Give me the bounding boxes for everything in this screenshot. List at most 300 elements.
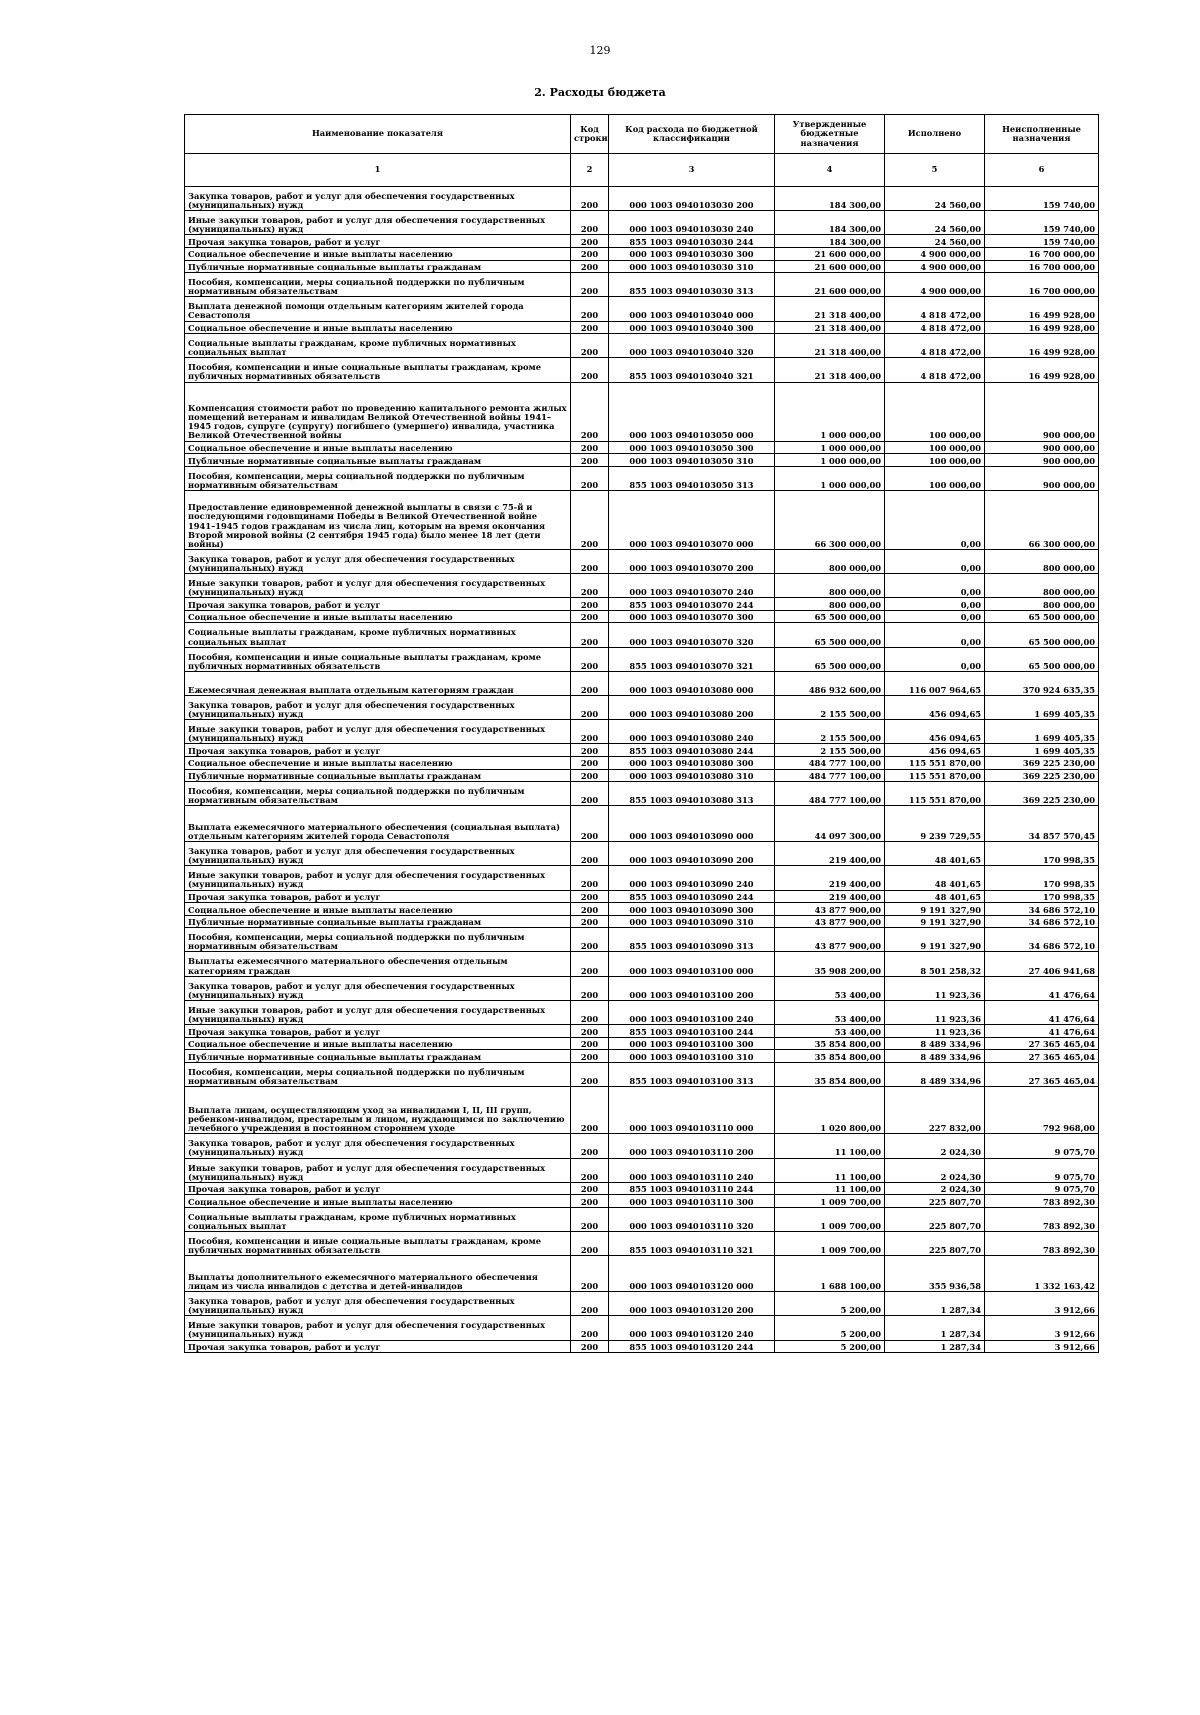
row-approved: 43 877 900,00 — [775, 903, 885, 916]
row-budget-code: 000 1003 0940103080 000 — [609, 671, 775, 695]
row-name: Пособия, компенсации и иные социальные выплаты гражданам, кроме публичных нормативных обязательств — [185, 647, 571, 671]
row-line-code: 200 — [571, 297, 609, 321]
row-line-code: 200 — [571, 623, 609, 647]
row-executed: 0,00 — [885, 549, 985, 573]
row-unexecuted: 1 699 405,35 — [985, 744, 1099, 757]
column-number: 2 — [571, 154, 609, 187]
row-approved: 53 400,00 — [775, 976, 885, 1000]
table-row — [185, 1025, 1099, 1038]
row-budget-code: 000 1003 0940103030 310 — [609, 260, 775, 273]
table-row — [185, 1050, 1099, 1063]
column-number: 3 — [609, 154, 775, 187]
row-approved: 65 500 000,00 — [775, 610, 885, 623]
row-unexecuted: 9 075,70 — [985, 1182, 1099, 1195]
row-approved: 21 600 000,00 — [775, 260, 885, 273]
row-approved: 2 155 500,00 — [775, 744, 885, 757]
row-line-code: 200 — [571, 1037, 609, 1050]
row-budget-code: 000 1003 0940103070 200 — [609, 549, 775, 573]
row-unexecuted: 159 740,00 — [985, 187, 1099, 211]
row-name: Прочая закупка товаров, работ и услуг — [185, 598, 571, 611]
row-budget-code: 000 1003 0940103110 000 — [609, 1087, 775, 1134]
table-row — [185, 358, 1099, 382]
row-line-code: 200 — [571, 598, 609, 611]
row-budget-code: 000 1003 0940103110 200 — [609, 1134, 775, 1158]
row-unexecuted: 900 000,00 — [985, 454, 1099, 467]
row-unexecuted: 34 686 572,10 — [985, 915, 1099, 928]
row-name: Иные закупки товаров, работ и услуг для обеспечения государственных (муниципальных) нужд — [185, 720, 571, 744]
row-approved: 21 600 000,00 — [775, 273, 885, 297]
row-name: Пособия, компенсации, меры социальной поддержки по публичным нормативным обязательствам — [185, 928, 571, 952]
row-budget-code: 855 1003 0940103040 321 — [609, 358, 775, 382]
row-approved: 35 854 800,00 — [775, 1037, 885, 1050]
row-executed: 225 807,70 — [885, 1195, 985, 1208]
row-approved: 1 000 000,00 — [775, 441, 885, 454]
table-row — [185, 211, 1099, 235]
table-row — [185, 382, 1099, 441]
row-approved: 800 000,00 — [775, 549, 885, 573]
row-unexecuted: 27 406 941,68 — [985, 952, 1099, 976]
row-budget-code: 000 1003 0940103110 320 — [609, 1207, 775, 1231]
row-executed: 456 094,65 — [885, 696, 985, 720]
row-executed: 24 560,00 — [885, 211, 985, 235]
row-budget-code: 000 1003 0940103040 320 — [609, 334, 775, 358]
row-executed: 0,00 — [885, 647, 985, 671]
row-approved: 21 600 000,00 — [775, 247, 885, 260]
row-budget-code: 855 1003 0940103120 244 — [609, 1340, 775, 1353]
table-row — [185, 647, 1099, 671]
row-unexecuted: 1 699 405,35 — [985, 696, 1099, 720]
row-budget-code: 855 1003 0940103100 244 — [609, 1025, 775, 1038]
row-name: Социальные выплаты гражданам, кроме публичных нормативных социальных выплат — [185, 623, 571, 647]
row-approved: 1 000 000,00 — [775, 454, 885, 467]
row-line-code: 200 — [571, 454, 609, 467]
row-approved: 11 100,00 — [775, 1182, 885, 1195]
table-row — [185, 1134, 1099, 1158]
row-unexecuted: 16 499 928,00 — [985, 334, 1099, 358]
row-unexecuted: 159 740,00 — [985, 211, 1099, 235]
row-unexecuted: 65 500 000,00 — [985, 610, 1099, 623]
row-executed: 2 024,30 — [885, 1182, 985, 1195]
row-line-code: 200 — [571, 806, 609, 842]
table-row — [185, 1158, 1099, 1182]
row-executed: 9 191 327,90 — [885, 903, 985, 916]
row-line-code: 200 — [571, 928, 609, 952]
row-name: Закупка товаров, работ и услуг для обеспечения государственных (муниципальных) нужд — [185, 842, 571, 866]
row-approved: 5 200,00 — [775, 1340, 885, 1353]
table-row — [185, 696, 1099, 720]
row-executed: 355 936,58 — [885, 1256, 985, 1292]
column-number: 4 — [775, 154, 885, 187]
budget-expenses-table — [184, 114, 1099, 1353]
row-name: Социальное обеспечение и иные выплаты населению — [185, 1037, 571, 1050]
row-line-code: 200 — [571, 1050, 609, 1063]
row-line-code: 200 — [571, 211, 609, 235]
row-name: Выплата лицам, осуществляющим уход за инвалидами I, II, III групп, ребенком-инвалидом, престарелым и лицом, нуждающимся по заключению лечебного учреждения в постоянном стороннем уходе — [185, 1087, 571, 1134]
row-line-code: 200 — [571, 890, 609, 903]
row-line-code: 200 — [571, 441, 609, 454]
row-executed: 4 900 000,00 — [885, 260, 985, 273]
row-unexecuted: 3 912,66 — [985, 1292, 1099, 1316]
row-line-code: 200 — [571, 247, 609, 260]
table-row — [185, 1292, 1099, 1316]
row-budget-code: 000 1003 0940103070 300 — [609, 610, 775, 623]
row-name: Закупка товаров, работ и услуг для обеспечения государственных (муниципальных) нужд — [185, 187, 571, 211]
row-executed: 0,00 — [885, 610, 985, 623]
row-name: Пособия, компенсации, меры социальной поддержки по публичным нормативным обязательствам — [185, 1062, 571, 1086]
row-line-code: 200 — [571, 235, 609, 248]
table-row — [185, 1195, 1099, 1208]
row-unexecuted: 41 476,64 — [985, 976, 1099, 1000]
row-name: Компенсация стоимости работ по проведению капитального ремонта жилых помещений ветеранам и инвалидам Великой Отечественной войны 1941–1945 годов, супруге (супругу) погибшего (умершего) инвалида, участника Великой Отечественной войны — [185, 382, 571, 441]
row-unexecuted: 16 499 928,00 — [985, 358, 1099, 382]
row-approved: 5 200,00 — [775, 1292, 885, 1316]
row-executed: 2 024,30 — [885, 1158, 985, 1182]
row-line-code: 200 — [571, 1340, 609, 1353]
row-line-code: 200 — [571, 321, 609, 334]
table-row — [185, 720, 1099, 744]
row-line-code: 200 — [571, 610, 609, 623]
row-line-code: 200 — [571, 382, 609, 441]
row-budget-code: 000 1003 0940103100 300 — [609, 1037, 775, 1050]
row-line-code: 200 — [571, 647, 609, 671]
row-executed: 8 489 334,96 — [885, 1050, 985, 1063]
row-approved: 219 400,00 — [775, 866, 885, 890]
row-line-code: 200 — [571, 976, 609, 1000]
row-unexecuted: 16 499 928,00 — [985, 321, 1099, 334]
table-row — [185, 1207, 1099, 1231]
row-approved: 219 400,00 — [775, 890, 885, 903]
row-approved: 11 100,00 — [775, 1134, 885, 1158]
row-budget-code: 000 1003 0940103050 310 — [609, 454, 775, 467]
row-executed: 115 551 870,00 — [885, 782, 985, 806]
row-name: Иные закупки товаров, работ и услуг для обеспечения государственных (муниципальных) нужд — [185, 1316, 571, 1340]
table-row — [185, 598, 1099, 611]
row-executed: 1 287,34 — [885, 1292, 985, 1316]
row-executed: 225 807,70 — [885, 1207, 985, 1231]
row-name: Закупка товаров, работ и услуг для обеспечения государственных (муниципальных) нужд — [185, 1134, 571, 1158]
row-unexecuted: 34 857 570,45 — [985, 806, 1099, 842]
row-line-code: 200 — [571, 842, 609, 866]
row-unexecuted: 369 225 230,00 — [985, 769, 1099, 782]
row-approved: 484 777 100,00 — [775, 782, 885, 806]
row-executed: 11 923,36 — [885, 1025, 985, 1038]
table-row — [185, 1062, 1099, 1086]
row-unexecuted: 800 000,00 — [985, 598, 1099, 611]
row-line-code: 200 — [571, 1087, 609, 1134]
row-line-code: 200 — [571, 1000, 609, 1024]
table-row — [185, 334, 1099, 358]
row-name: Закупка товаров, работ и услуг для обеспечения государственных (муниципальных) нужд — [185, 549, 571, 573]
row-budget-code: 000 1003 0940103030 240 — [609, 211, 775, 235]
row-name: Выплата ежемесячного материального обеспечения (социальная выплата) отдельным категориям жителей города Севастополя — [185, 806, 571, 842]
row-approved: 65 500 000,00 — [775, 647, 885, 671]
row-approved: 53 400,00 — [775, 1025, 885, 1038]
row-unexecuted: 27 365 465,04 — [985, 1037, 1099, 1050]
table-row — [185, 915, 1099, 928]
row-name: Публичные нормативные социальные выплаты гражданам — [185, 1050, 571, 1063]
row-executed: 227 832,00 — [885, 1087, 985, 1134]
row-name: Пособия, компенсации, меры социальной поддержки по публичным нормативным обязательствам — [185, 466, 571, 490]
row-line-code: 200 — [571, 720, 609, 744]
row-approved: 65 500 000,00 — [775, 623, 885, 647]
row-budget-code: 000 1003 0940103070 000 — [609, 490, 775, 549]
row-executed: 8 501 258,32 — [885, 952, 985, 976]
row-budget-code: 855 1003 0940103080 313 — [609, 782, 775, 806]
row-approved: 66 300 000,00 — [775, 490, 885, 549]
row-name: Прочая закупка товаров, работ и услуг — [185, 1340, 571, 1353]
row-name: Ежемесячная денежная выплата отдельным категориям граждан — [185, 671, 571, 695]
row-budget-code: 000 1003 0940103120 200 — [609, 1292, 775, 1316]
row-budget-code: 000 1003 0940103030 300 — [609, 247, 775, 260]
row-name: Выплата денежной помощи отдельным категориям жителей города Севастополя — [185, 297, 571, 321]
row-executed: 4 900 000,00 — [885, 273, 985, 297]
row-name: Выплаты ежемесячного материального обеспечения отдельным категориям граждан — [185, 952, 571, 976]
row-name: Социальное обеспечение и иные выплаты населению — [185, 321, 571, 334]
column-number: 1 — [185, 154, 571, 187]
row-approved: 53 400,00 — [775, 1000, 885, 1024]
table-row — [185, 1232, 1099, 1256]
row-executed: 100 000,00 — [885, 466, 985, 490]
row-executed: 456 094,65 — [885, 744, 985, 757]
row-executed: 4 818 472,00 — [885, 297, 985, 321]
row-approved: 1 009 700,00 — [775, 1232, 885, 1256]
row-executed: 4 818 472,00 — [885, 358, 985, 382]
row-unexecuted: 792 968,00 — [985, 1087, 1099, 1134]
header-line-code: Код строки — [571, 115, 609, 154]
row-budget-code: 000 1003 0940103080 240 — [609, 720, 775, 744]
row-budget-code: 000 1003 0940103090 200 — [609, 842, 775, 866]
table-row — [185, 1087, 1099, 1134]
row-budget-code: 000 1003 0940103120 000 — [609, 1256, 775, 1292]
table-row — [185, 623, 1099, 647]
row-line-code: 200 — [571, 334, 609, 358]
row-budget-code: 000 1003 0940103050 000 — [609, 382, 775, 441]
row-approved: 1 688 100,00 — [775, 1256, 885, 1292]
row-line-code: 200 — [571, 903, 609, 916]
row-approved: 43 877 900,00 — [775, 928, 885, 952]
row-unexecuted: 369 225 230,00 — [985, 756, 1099, 769]
table-row — [185, 671, 1099, 695]
row-approved: 21 318 400,00 — [775, 321, 885, 334]
row-executed: 115 551 870,00 — [885, 756, 985, 769]
row-name: Закупка товаров, работ и услуг для обеспечения государственных (муниципальных) нужд — [185, 696, 571, 720]
row-executed: 0,00 — [885, 598, 985, 611]
row-executed: 48 401,65 — [885, 866, 985, 890]
row-unexecuted: 800 000,00 — [985, 549, 1099, 573]
row-unexecuted: 369 225 230,00 — [985, 782, 1099, 806]
table-row — [185, 1316, 1099, 1340]
row-budget-code: 000 1003 0940103030 200 — [609, 187, 775, 211]
row-executed: 11 923,36 — [885, 976, 985, 1000]
row-unexecuted: 66 300 000,00 — [985, 490, 1099, 549]
row-line-code: 200 — [571, 671, 609, 695]
row-name: Социальное обеспечение и иные выплаты населению — [185, 1195, 571, 1208]
table-row — [185, 441, 1099, 454]
row-executed: 1 287,34 — [885, 1340, 985, 1353]
row-executed: 4 818 472,00 — [885, 321, 985, 334]
column-number: 5 — [885, 154, 985, 187]
header-row — [185, 115, 1099, 154]
row-name: Социальное обеспечение и иные выплаты населению — [185, 903, 571, 916]
row-name: Публичные нормативные социальные выплаты гражданам — [185, 260, 571, 273]
row-approved: 184 300,00 — [775, 235, 885, 248]
row-unexecuted: 16 700 000,00 — [985, 273, 1099, 297]
header-executed: Исполнено — [885, 115, 985, 154]
section-title: 2. Расходы бюджета — [534, 86, 666, 99]
row-name: Пособия, компенсации и иные социальные выплаты гражданам, кроме публичных нормативных обязательств — [185, 1232, 571, 1256]
table-row — [185, 952, 1099, 976]
row-approved: 1 009 700,00 — [775, 1207, 885, 1231]
row-approved: 800 000,00 — [775, 598, 885, 611]
row-budget-code: 000 1003 0940103040 000 — [609, 297, 775, 321]
row-unexecuted: 370 924 635,35 — [985, 671, 1099, 695]
row-unexecuted: 170 998,35 — [985, 890, 1099, 903]
row-executed: 100 000,00 — [885, 382, 985, 441]
table-row — [185, 466, 1099, 490]
row-approved: 184 300,00 — [775, 211, 885, 235]
row-name: Прочая закупка товаров, работ и услуг — [185, 235, 571, 248]
row-line-code: 200 — [571, 915, 609, 928]
row-approved: 484 777 100,00 — [775, 769, 885, 782]
row-approved: 1 020 800,00 — [775, 1087, 885, 1134]
row-approved: 219 400,00 — [775, 842, 885, 866]
header-budget-code: Код расхода по бюджетной классификации — [609, 115, 775, 154]
row-budget-code: 855 1003 0940103090 244 — [609, 890, 775, 903]
table-row — [185, 842, 1099, 866]
row-budget-code: 000 1003 0940103070 320 — [609, 623, 775, 647]
row-budget-code: 855 1003 0940103050 313 — [609, 466, 775, 490]
table-row — [185, 1182, 1099, 1195]
page-number: 129 — [589, 44, 611, 57]
row-line-code: 200 — [571, 574, 609, 598]
row-line-code: 200 — [571, 1256, 609, 1292]
row-name: Социальное обеспечение и иные выплаты населению — [185, 756, 571, 769]
row-budget-code: 000 1003 0940103070 240 — [609, 574, 775, 598]
row-unexecuted: 783 892,30 — [985, 1232, 1099, 1256]
row-approved: 11 100,00 — [775, 1158, 885, 1182]
row-executed: 100 000,00 — [885, 454, 985, 467]
table-row — [185, 490, 1099, 549]
row-unexecuted: 159 740,00 — [985, 235, 1099, 248]
row-executed: 115 551 870,00 — [885, 769, 985, 782]
table-row — [185, 297, 1099, 321]
row-unexecuted: 65 500 000,00 — [985, 647, 1099, 671]
table-row — [185, 1037, 1099, 1050]
row-executed: 2 024,30 — [885, 1134, 985, 1158]
row-executed: 24 560,00 — [885, 235, 985, 248]
row-budget-code: 000 1003 0940103110 300 — [609, 1195, 775, 1208]
row-name: Иные закупки товаров, работ и услуг для обеспечения государственных (муниципальных) нужд — [185, 1158, 571, 1182]
column-number: 6 — [985, 154, 1099, 187]
table-row — [185, 235, 1099, 248]
row-budget-code: 855 1003 0940103030 313 — [609, 273, 775, 297]
table-row — [185, 1340, 1099, 1353]
row-line-code: 200 — [571, 1316, 609, 1340]
table-row — [185, 928, 1099, 952]
table-row — [185, 866, 1099, 890]
row-name: Публичные нормативные социальные выплаты гражданам — [185, 454, 571, 467]
row-approved: 21 318 400,00 — [775, 334, 885, 358]
row-unexecuted: 65 500 000,00 — [985, 623, 1099, 647]
row-approved: 21 318 400,00 — [775, 297, 885, 321]
row-unexecuted: 900 000,00 — [985, 466, 1099, 490]
row-budget-code: 000 1003 0940103110 240 — [609, 1158, 775, 1182]
row-budget-code: 000 1003 0940103040 300 — [609, 321, 775, 334]
row-executed: 9 239 729,55 — [885, 806, 985, 842]
row-executed: 4 818 472,00 — [885, 334, 985, 358]
row-line-code: 200 — [571, 1062, 609, 1086]
table-row — [185, 976, 1099, 1000]
row-approved: 2 155 500,00 — [775, 720, 885, 744]
row-name: Выплаты дополнительного ежемесячного материального обеспечения лицам из числа инвалидов с детства и детей-инвалидов — [185, 1256, 571, 1292]
table-row — [185, 756, 1099, 769]
table-row — [185, 574, 1099, 598]
table-row — [185, 782, 1099, 806]
row-unexecuted: 783 892,30 — [985, 1195, 1099, 1208]
row-name: Закупка товаров, работ и услуг для обеспечения государственных (муниципальных) нужд — [185, 976, 571, 1000]
table-row — [185, 806, 1099, 842]
row-line-code: 200 — [571, 782, 609, 806]
row-name: Прочая закупка товаров, работ и услуг — [185, 744, 571, 757]
header-unexecuted: Неисполненные назначения — [985, 115, 1099, 154]
row-line-code: 200 — [571, 1025, 609, 1038]
table-row — [185, 549, 1099, 573]
table-row — [185, 321, 1099, 334]
row-name: Прочая закупка товаров, работ и услуг — [185, 1182, 571, 1195]
row-unexecuted: 3 912,66 — [985, 1316, 1099, 1340]
row-name: Иные закупки товаров, работ и услуг для обеспечения государственных (муниципальных) нужд — [185, 211, 571, 235]
row-name: Закупка товаров, работ и услуг для обеспечения государственных (муниципальных) нужд — [185, 1292, 571, 1316]
row-name: Иные закупки товаров, работ и услуг для обеспечения государственных (муниципальных) нужд — [185, 1000, 571, 1024]
row-name: Социальное обеспечение и иные выплаты населению — [185, 610, 571, 623]
row-unexecuted: 16 700 000,00 — [985, 247, 1099, 260]
row-line-code: 200 — [571, 1207, 609, 1231]
row-executed: 225 807,70 — [885, 1232, 985, 1256]
row-unexecuted: 27 365 465,04 — [985, 1062, 1099, 1086]
header-indicator-name: Наименование показателя — [185, 115, 571, 154]
row-line-code: 200 — [571, 358, 609, 382]
row-unexecuted: 170 998,35 — [985, 866, 1099, 890]
row-budget-code: 855 1003 0940103030 244 — [609, 235, 775, 248]
row-name: Иные закупки товаров, работ и услуг для обеспечения государственных (муниципальных) нужд — [185, 866, 571, 890]
row-budget-code: 000 1003 0940103080 310 — [609, 769, 775, 782]
row-approved: 1 000 000,00 — [775, 382, 885, 441]
table-row — [185, 903, 1099, 916]
row-unexecuted: 9 075,70 — [985, 1158, 1099, 1182]
row-name: Пособия, компенсации, меры социальной поддержки по публичным нормативным обязательствам — [185, 782, 571, 806]
row-budget-code: 855 1003 0940103080 244 — [609, 744, 775, 757]
row-approved: 35 908 200,00 — [775, 952, 885, 976]
row-executed: 0,00 — [885, 490, 985, 549]
row-line-code: 200 — [571, 1158, 609, 1182]
row-line-code: 200 — [571, 1182, 609, 1195]
row-line-code: 200 — [571, 466, 609, 490]
row-name: Предоставление единовременной денежной выплаты в связи с 75-й и последующими годовщинами Победы в Великой Отечественной войне 1941–1945 годов гражданам из числа лиц, которым на время окончания Второй мировой войны (2 сентября 1945 года) было менее 18 лет (дети войны) — [185, 490, 571, 549]
row-executed: 48 401,65 — [885, 842, 985, 866]
row-approved: 184 300,00 — [775, 187, 885, 211]
row-budget-code: 000 1003 0940103100 000 — [609, 952, 775, 976]
row-name: Пособия, компенсации и иные социальные выплаты гражданам, кроме публичных нормативных обязательств — [185, 358, 571, 382]
row-line-code: 200 — [571, 1134, 609, 1158]
row-name: Пособия, компенсации, меры социальной поддержки по публичным нормативным обязательствам — [185, 273, 571, 297]
row-approved: 21 318 400,00 — [775, 358, 885, 382]
row-unexecuted: 3 912,66 — [985, 1340, 1099, 1353]
table-row — [185, 1000, 1099, 1024]
row-budget-code: 000 1003 0940103090 000 — [609, 806, 775, 842]
row-budget-code: 000 1003 0940103050 300 — [609, 441, 775, 454]
row-approved: 35 854 800,00 — [775, 1050, 885, 1063]
table-row — [185, 273, 1099, 297]
